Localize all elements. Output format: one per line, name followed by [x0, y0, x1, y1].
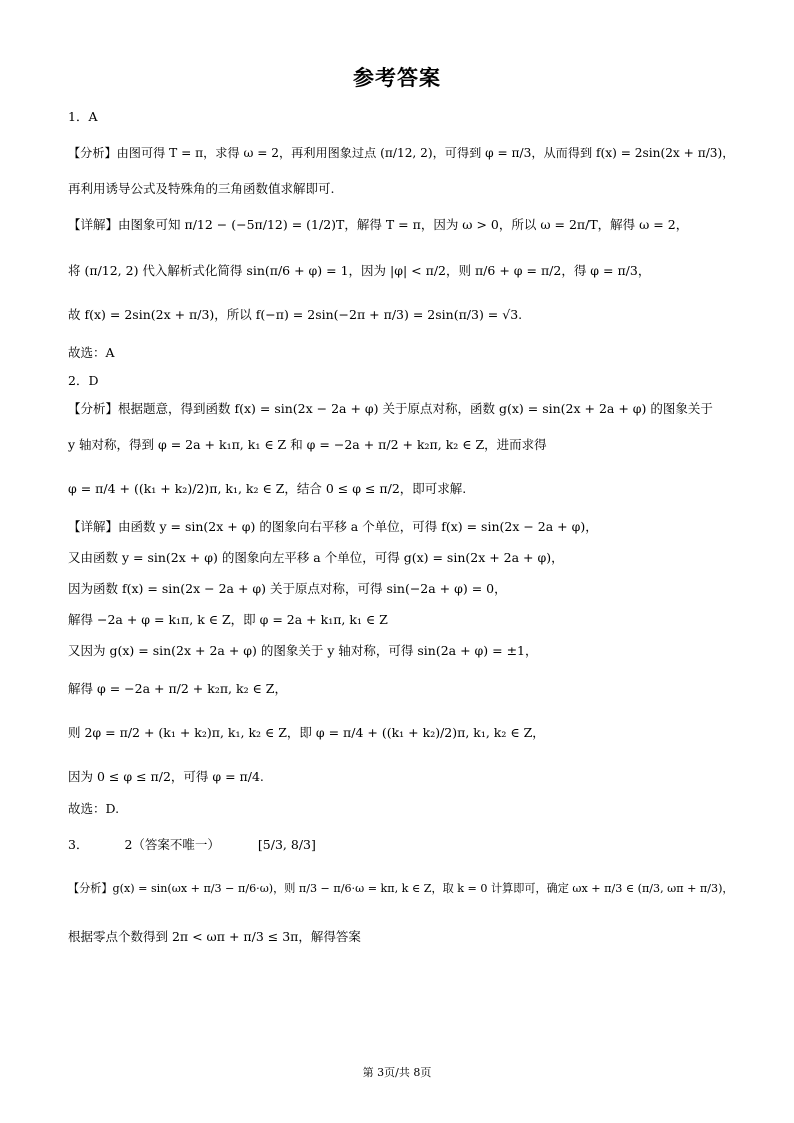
page-title: 参考答案 [353, 66, 441, 90]
q3-analysis-1: 【分析】g(x) = sin(ωx + π/3 − π/6·ω)，则 π/3 − π/6·ω = kπ, k ∈ Z，取 k = 0 计算即可，确定 ωx + π/3 ∈ (π/3, ωπ + π/3)， [68, 882, 734, 895]
q2-detail-3: 因为函数 f(x) = sin(2x − 2a + φ) 关于原点对称，可得 sin(−2a + φ) = 0， [68, 581, 507, 596]
q3-answer-line [68, 836, 748, 854]
q1-answer: 故选：A [68, 345, 115, 360]
q2-detail-7: 则 2φ = π/2 + (k₁ + k₂)π, k₁, k₂ ∈ Z，即 φ = π/4 + ((k₁ + k₂)/2)π, k₁, k₂ ∈ Z， [68, 725, 545, 740]
q2-analysis-1: 【分析】根据题意，得到函数 f(x) = sin(2x − 2a + φ) 关于原点对称，函数 g(x) = sin(2x + 2a + φ) 的图象关于 [68, 401, 713, 416]
q2-detail-5: 又因为 g(x) = sin(2x + 2a + φ) 的图象关于 y 轴对称，可得 sin(2a + φ) = ±1， [68, 643, 538, 658]
q2-detail-8: 因为 0 ≤ φ ≤ π/2，可得 φ = π/4. [68, 769, 264, 784]
q1-detail-2: 将 (π/12, 2) 代入解析式化简得 sin(π/6 + φ) = 1，因为 |φ| < π/2，则 π/6 + φ = π/2，得 φ = π/3， [68, 263, 651, 278]
q2-answer: 故选：D. [68, 801, 120, 816]
q1-analysis: 【分析】由图可得 T = π，求得 ω = 2，再利用图象过点 (π/12, 2)，可得到 φ = π/3，从而得到 f(x) = 2sin(2x + π/3)， [68, 146, 735, 160]
q1-number: 1．A [68, 109, 98, 124]
q2-analysis-3: φ = π/4 + ((k₁ + k₂)/2)π, k₁, k₂ ∈ Z，结合 0 ≤ φ ≤ π/2，即可求解. [68, 481, 467, 496]
q1-detail-1: 【详解】由图象可知 π/12 − (−5π/12) = (1/2)T，解得 T = π，因为 ω > 0，所以 ω = 2π/T，解得 ω = 2， [68, 217, 689, 232]
q1-analysis-cont: 再利用诱导公式及特殊角的三角函数值求解即可. [68, 181, 335, 196]
q2-detail-1: 【详解】由函数 y = sin(2x + φ) 的图象向右平移 a 个单位，可得 f(x) = sin(2x − 2a + φ)， [68, 519, 598, 534]
q2-detail-2: 又由函数 y = sin(2x + φ) 的图象向左平移 a 个单位，可得 g(x) = sin(2x + 2a + φ)， [68, 550, 564, 565]
q3-answer-1: 2（答案不唯一） [124, 837, 220, 852]
q3-number: 3． [68, 837, 89, 852]
q2-detail-4: 解得 −2a + φ = k₁π, k ∈ Z，即 φ = 2a + k₁π, k₁ ∈ Z [68, 612, 388, 627]
q3-analysis-2: 根据零点个数得到 2π < ωπ + π/3 ≤ 3π，解得答案 [68, 929, 361, 944]
q3-answer-2: [5/3, 8/3] [257, 837, 316, 852]
q2-detail-6: 解得 φ = −2a + π/2 + k₂π, k₂ ∈ Z， [68, 681, 287, 696]
q2-analysis-2: y 轴对称，得到 φ = 2a + k₁π, k₁ ∈ Z 和 φ = −2a + π/2 + k₂π, k₂ ∈ Z，进而求得 [68, 437, 547, 452]
q2-number: 2．D [68, 373, 99, 388]
page-footer: 第 3页/共 8页 [362, 1066, 432, 1079]
q1-detail-3: 故 f(x) = 2sin(2x + π/3)，所以 f(−π) = 2sin(−2π + π/3) = 2sin(π/3) = √3. [68, 307, 523, 322]
